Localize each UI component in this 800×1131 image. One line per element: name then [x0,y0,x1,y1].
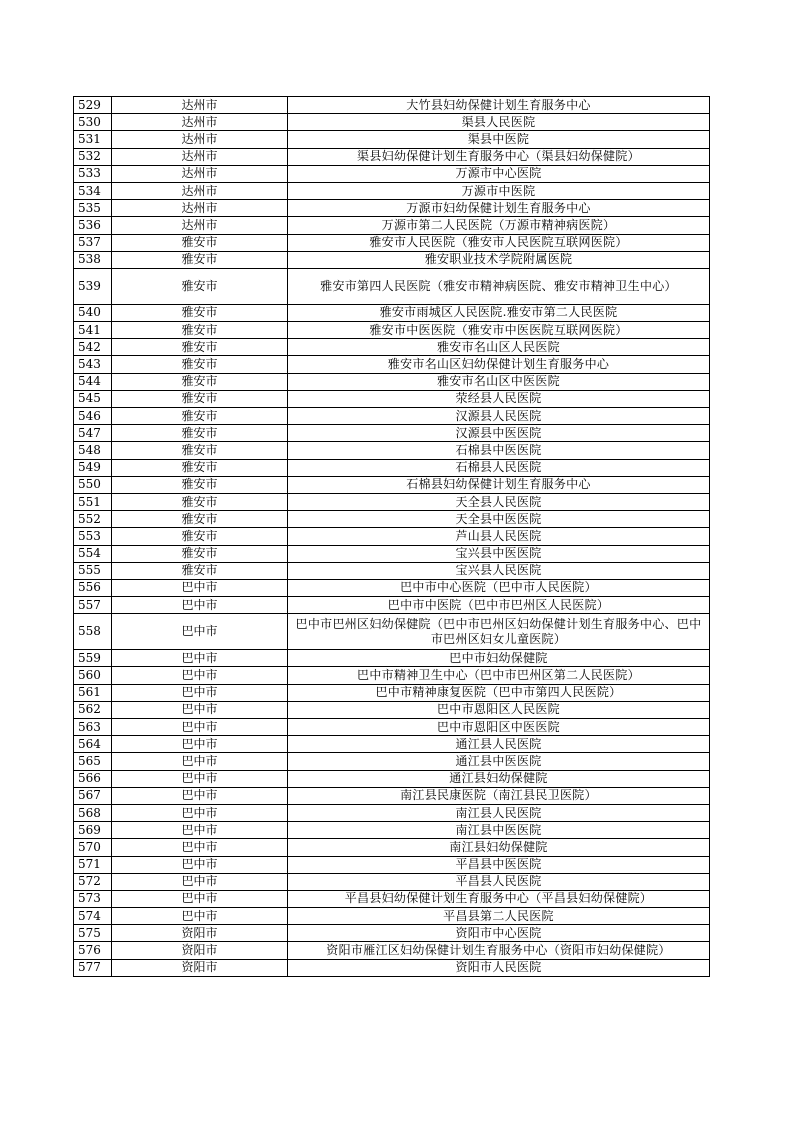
row-number-cell: 554 [74,545,112,562]
row-number-cell: 576 [74,942,112,959]
table-row [74,908,710,925]
hospital-name-cell: 南江县妇幼保健院 [288,839,710,856]
hospital-name-cell: 平昌县人民医院 [288,873,710,890]
city-cell: 达州市 [112,131,288,148]
city-cell: 雅安市 [112,476,288,493]
hospital-name-cell: 石棉县妇幼保健计划生育服务中心 [288,476,710,493]
row-number-cell: 572 [74,873,112,890]
city-cell: 巴中市 [112,614,288,650]
hospital-name-cell: 渠县妇幼保健计划生育服务中心（渠县妇幼保健院） [288,148,710,165]
row-number-cell: 566 [74,770,112,787]
table-row [74,942,710,959]
table-row [74,890,710,907]
city-cell: 巴中市 [112,787,288,804]
city-cell: 巴中市 [112,701,288,718]
table-row [74,425,710,442]
table-row [74,839,710,856]
hospital-name-cell: 万源市妇幼保健计划生育服务中心 [288,200,710,217]
city-cell: 雅安市 [112,511,288,528]
hospital-name-cell: 雅安职业技术学院附属医院 [288,251,710,268]
hospital-name-cell: 石棉县中医医院 [288,442,710,459]
row-number-cell: 544 [74,373,112,390]
table-row [74,873,710,890]
city-cell: 巴中市 [112,873,288,890]
table-row [74,667,710,684]
table-row [74,459,710,476]
city-cell: 雅安市 [112,408,288,425]
hospital-name-cell: 芦山县人民医院 [288,528,710,545]
table-row [74,719,710,736]
hospital-name-cell: 宝兴县中医医院 [288,545,710,562]
table-row [74,787,710,804]
city-cell: 资阳市 [112,942,288,959]
hospital-name-cell: 巴中市恩阳区人民医院 [288,701,710,718]
row-number-cell: 533 [74,165,112,182]
row-number-cell: 538 [74,251,112,268]
row-number-cell: 573 [74,890,112,907]
hospital-name-cell: 宝兴县人民医院 [288,562,710,579]
city-cell: 雅安市 [112,562,288,579]
city-cell: 雅安市 [112,268,288,304]
row-number-cell: 529 [74,97,112,114]
row-number-cell: 532 [74,148,112,165]
table-row [74,511,710,528]
city-cell: 雅安市 [112,545,288,562]
hospital-name-cell: 汉源县中医医院 [288,425,710,442]
hospital-name-cell: 渠县人民医院 [288,114,710,131]
row-number-cell: 539 [74,268,112,304]
hospital-name-cell: 万源市中医院 [288,182,710,199]
table-row [74,131,710,148]
hospital-name-cell: 资阳市人民医院 [288,959,710,976]
hospital-name-cell: 万源市第二人民医院（万源市精神病医院） [288,217,710,234]
hospital-name-cell: 荥经县人民医院 [288,390,710,407]
table-row [74,148,710,165]
hospital-name-cell: 资阳市雁江区妇幼保健计划生育服务中心（资阳市妇幼保健院） [288,942,710,959]
row-number-cell: 551 [74,493,112,510]
row-number-cell: 550 [74,476,112,493]
table-row [74,753,710,770]
city-cell: 雅安市 [112,251,288,268]
city-cell: 雅安市 [112,304,288,321]
city-cell: 巴中市 [112,839,288,856]
table-row [74,114,710,131]
hospital-name-cell: 通江县人民医院 [288,736,710,753]
hospital-name-cell: 天全县中医医院 [288,511,710,528]
hospital-name-cell: 雅安市人民医院（雅安市人民医院互联网医院） [288,234,710,251]
row-number-cell: 536 [74,217,112,234]
city-cell: 巴中市 [112,579,288,596]
row-number-cell: 552 [74,511,112,528]
hospital-name-cell: 巴中市中医院（巴中市巴州区人民医院） [288,597,710,614]
city-cell: 巴中市 [112,597,288,614]
table-row [74,339,710,356]
hospital-name-cell: 雅安市名山区中医医院 [288,373,710,390]
row-number-cell: 577 [74,959,112,976]
city-cell: 雅安市 [112,528,288,545]
row-number-cell: 546 [74,408,112,425]
hospital-name-cell: 巴中市中心医院（巴中市人民医院） [288,579,710,596]
row-number-cell: 571 [74,856,112,873]
table-row [74,182,710,199]
city-cell: 雅安市 [112,442,288,459]
city-cell: 雅安市 [112,322,288,339]
row-number-cell: 556 [74,579,112,596]
city-cell: 达州市 [112,182,288,199]
row-number-cell: 547 [74,425,112,442]
row-number-cell: 560 [74,667,112,684]
hospital-name-cell: 雅安市第四人民医院（雅安市精神病医院、雅安市精神卫生中心） [288,268,710,304]
city-cell: 雅安市 [112,493,288,510]
hospital-name-cell: 通江县妇幼保健院 [288,770,710,787]
row-number-cell: 564 [74,736,112,753]
table-row [74,217,710,234]
city-cell: 资阳市 [112,925,288,942]
city-cell: 巴中市 [112,804,288,821]
row-number-cell: 570 [74,839,112,856]
hospital-name-cell: 巴中市精神卫生中心（巴中市巴州区第二人民医院） [288,667,710,684]
city-cell: 雅安市 [112,339,288,356]
row-number-cell: 541 [74,322,112,339]
table-row [74,701,710,718]
row-number-cell: 530 [74,114,112,131]
row-number-cell: 569 [74,822,112,839]
hospital-name-cell: 石棉县人民医院 [288,459,710,476]
table-row [74,959,710,976]
table-row [74,97,710,114]
row-number-cell: 549 [74,459,112,476]
table-row [74,200,710,217]
row-number-cell: 540 [74,304,112,321]
table-row [74,650,710,667]
city-cell: 资阳市 [112,959,288,976]
city-cell: 巴中市 [112,856,288,873]
table-row [74,597,710,614]
hospital-name-cell: 汉源县人民医院 [288,408,710,425]
hospital-name-cell: 平昌县第二人民医院 [288,908,710,925]
table-row [74,822,710,839]
table-row [74,562,710,579]
row-number-cell: 555 [74,562,112,579]
city-cell: 巴中市 [112,650,288,667]
row-number-cell: 559 [74,650,112,667]
hospital-name-cell: 雅安市名山区妇幼保健计划生育服务中心 [288,356,710,373]
hospital-name-cell: 大竹县妇幼保健计划生育服务中心 [288,97,710,114]
hospital-name-cell: 雅安市中医医院（雅安市中医医院互联网医院） [288,322,710,339]
city-cell: 巴中市 [112,684,288,701]
table-row [74,234,710,251]
city-cell: 达州市 [112,148,288,165]
city-cell: 巴中市 [112,770,288,787]
hospital-name-cell: 资阳市中心医院 [288,925,710,942]
table-row [74,251,710,268]
row-number-cell: 548 [74,442,112,459]
row-number-cell: 535 [74,200,112,217]
table-row [74,804,710,821]
hospital-name-cell: 通江县中医医院 [288,753,710,770]
city-cell: 达州市 [112,217,288,234]
row-number-cell: 574 [74,908,112,925]
city-cell: 达州市 [112,97,288,114]
city-cell: 巴中市 [112,822,288,839]
city-cell: 雅安市 [112,234,288,251]
hospital-name-cell: 巴中市妇幼保健院 [288,650,710,667]
city-cell: 雅安市 [112,459,288,476]
row-number-cell: 534 [74,182,112,199]
table-row [74,322,710,339]
table-row [74,442,710,459]
hospital-name-cell: 万源市中心医院 [288,165,710,182]
city-cell: 巴中市 [112,890,288,907]
hospital-name-cell: 巴中市恩阳区中医医院 [288,719,710,736]
city-cell: 巴中市 [112,667,288,684]
row-number-cell: 562 [74,701,112,718]
row-number-cell: 558 [74,614,112,650]
hospital-name-cell: 天全县人民医院 [288,493,710,510]
hospital-name-cell: 雅安市名山区人民医院 [288,339,710,356]
city-cell: 巴中市 [112,753,288,770]
city-cell: 巴中市 [112,719,288,736]
city-cell: 雅安市 [112,356,288,373]
table-row [74,356,710,373]
table-row [74,684,710,701]
hospital-table [73,96,710,977]
city-cell: 巴中市 [112,908,288,925]
table-row [74,856,710,873]
city-cell: 雅安市 [112,425,288,442]
table-row [74,476,710,493]
city-cell: 雅安市 [112,373,288,390]
table-row [74,165,710,182]
table-row [74,373,710,390]
row-number-cell: 531 [74,131,112,148]
row-number-cell: 568 [74,804,112,821]
row-number-cell: 565 [74,753,112,770]
row-number-cell: 543 [74,356,112,373]
hospital-name-cell: 巴中市精神康复医院（巴中市第四人民医院） [288,684,710,701]
table-row [74,528,710,545]
row-number-cell: 567 [74,787,112,804]
table-row [74,614,710,650]
hospital-table-body [74,97,710,977]
city-cell: 达州市 [112,200,288,217]
table-row [74,925,710,942]
hospital-name-cell: 雅安市雨城区人民医院.雅安市第二人民医院 [288,304,710,321]
table-row [74,770,710,787]
hospital-name-cell: 平昌县中医医院 [288,856,710,873]
table-row [74,408,710,425]
city-cell: 达州市 [112,114,288,131]
city-cell: 达州市 [112,165,288,182]
row-number-cell: 545 [74,390,112,407]
hospital-name-cell: 平昌县妇幼保健计划生育服务中心（平昌县妇幼保健院） [288,890,710,907]
table-row [74,390,710,407]
city-cell: 雅安市 [112,390,288,407]
row-number-cell: 561 [74,684,112,701]
table-row [74,736,710,753]
table-row [74,545,710,562]
hospital-name-cell: 南江县中医医院 [288,822,710,839]
table-row [74,493,710,510]
row-number-cell: 553 [74,528,112,545]
row-number-cell: 563 [74,719,112,736]
city-cell: 巴中市 [112,736,288,753]
table-row [74,579,710,596]
row-number-cell: 575 [74,925,112,942]
hospital-name-cell: 巴中市巴州区妇幼保健院（巴中市巴州区妇幼保健计划生育服务中心、巴中市巴州区妇女儿童医院） [288,614,710,650]
hospital-name-cell: 南江县人民医院 [288,804,710,821]
table-row [74,268,710,304]
table-row [74,304,710,321]
row-number-cell: 542 [74,339,112,356]
hospital-name-cell: 南江县民康医院（南江县民卫医院） [288,787,710,804]
row-number-cell: 557 [74,597,112,614]
hospital-name-cell: 渠县中医院 [288,131,710,148]
row-number-cell: 537 [74,234,112,251]
